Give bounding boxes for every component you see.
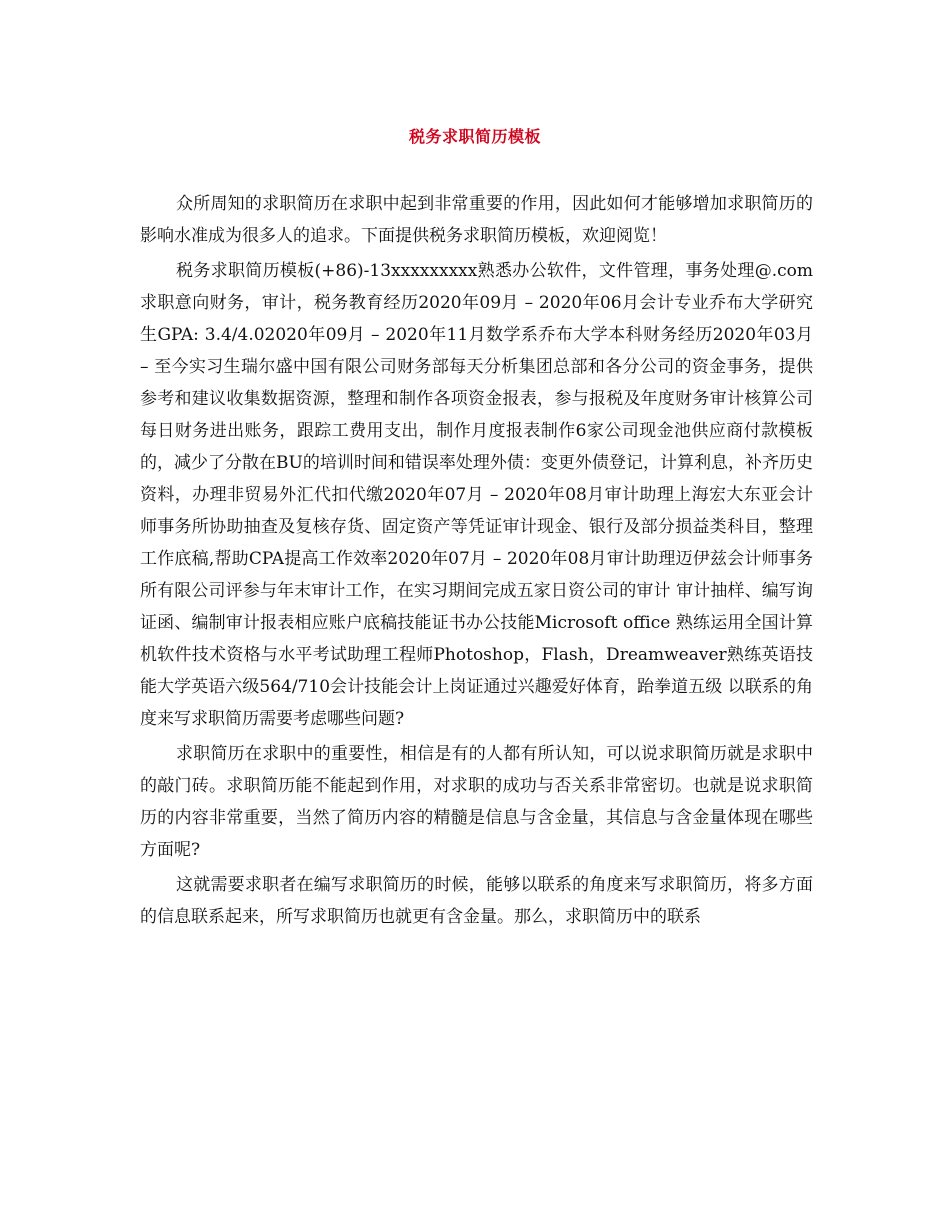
paragraph-connection: 这就需要求职者在编写求职简历的时候，能够以联系的角度来写求职简历，将多方面的信息联系起来，所写求职简历也就更有含金量。那么，求职简历中的联系 xyxy=(140,875,813,927)
document-title: 税务求职简历模板 xyxy=(408,127,541,146)
paragraph-intro: 众所周知的求职简历在求职中起到非常重要的作用，因此如何才能够增加求职简历的影响水准成为很多人的追求。下面提供税务求职简历模板，欢迎阅览！ xyxy=(140,194,813,246)
paragraph-resume-template: 税务求职简历模板(+86)-13xxxxxxxxx熟悉办公软件，文件管理，事务处理@.com求职意向财务，审计，税务教育经历2020年09月 – 2020年06月会计专业乔布大学研究生GPA: 3.4/4.02020年09月 – 2020年11月数学系乔布大学本科财务经历2020年03月 – 至今实习生瑞尔盛中国有限公司财务部每天分析集团总部和各分公司的资金事务，提供参考和建议收集数据资源，整理和制作各项资金报表，参与报税及年度财务审计核算公司每日财务进出账务，跟踪工费用支出，制作月度报表制作6家公司现金池供应商付款模板的，减少了分散在BU的培训时间和错误率处理外债：变更外债登记，计算利息，补齐历史资料，办理非贸易外汇代扣代缴2020年07月 – 2020年08月审计助理上海宏大东亚会计师事务所协助抽查及复核存货、固定资产等凭证审计现金、银行及部分损益类科目，整理工作底稿,帮助CPA提高工作效率2020年07月 – 2020年08月审计助理迈伊兹会计师事务所有限公司评参与年末审计工作，在实习期间完成五家日资公司的审计 审计抽样、编写询证函、编制审计报表相应账户底稿技能证书办公技能Microsoft office 熟练运用全国计算机软件技术资格与水平考试助理工程师Photoshop，Flash，Dreamweaver熟练英语技能大学英语六级564/710会计技能会计上岗证通过兴趣爱好体育，跆拳道五级 以联系的角度来写求职简历需要考虑哪些问题? xyxy=(140,261,813,729)
paragraph-importance: 求职简历在求职中的重要性，相信是有的人都有所认知，可以说求职简历就是求职中的敲门砖。求职简历能不能起到作用，对求职的成功与否关系非常密切。也就是说求职简历的内容非常重要，当然了简历内容的精髓是信息与含金量，其信息与含金量体现在哪些方面呢? xyxy=(140,744,813,860)
document-body xyxy=(140,188,813,936)
